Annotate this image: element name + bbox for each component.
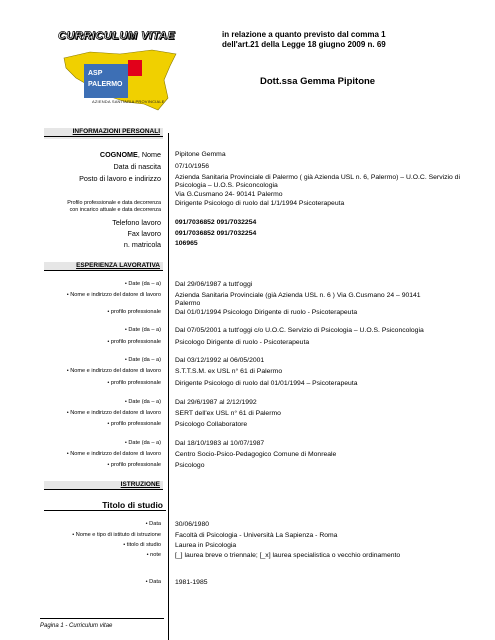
label-cognome-nome xyxy=(0,150,161,159)
value-fax-lavoro: 091/7036852 091/7032254 xyxy=(175,230,257,237)
exp-employer-label: • Nome e indirizzo del datore di lavoro xyxy=(66,451,161,457)
exp-profile-label: • profilo professionale xyxy=(107,421,161,427)
value-matricola: 106965 xyxy=(175,240,198,247)
section-personal-info xyxy=(44,128,163,137)
exp-employer-value-line2: Palermo xyxy=(175,300,201,307)
exp-date-value: Dal 03/12/1992 al 06/05/2001 xyxy=(175,357,265,364)
exp-profile-value: Dirigente Psicologo di ruolo dal 01/01/1994 – Psicoterapeuta xyxy=(175,380,358,387)
asp-subtitle: AZIENDA SANITARIA PROVINCIALE xyxy=(92,99,165,104)
exp-profile-value: Dal 01/01/1994 Psicologo Dirigente di ruolo - Psicoterapeuta xyxy=(175,309,358,316)
asp-logo-line1: ASP xyxy=(88,70,103,77)
exp-date-value: Dal 29/06/1987 a tutt'oggi xyxy=(175,281,253,288)
label-cognome: COGNOME xyxy=(99,150,138,159)
legal-line-1: in relazione a quanto previsto dal comma 1 xyxy=(222,30,386,39)
exp-date-label: • Date (da – a) xyxy=(124,281,161,287)
edu-note-label: • note xyxy=(146,552,161,558)
label-profilo-line2: con incarico attuale e data decorrenza xyxy=(69,207,161,213)
edu-date-label: • Data xyxy=(145,521,161,527)
value-posto-lavoro-indirizzo: Via G.Cusmano 24- 90141 Palermo xyxy=(175,191,283,198)
label-fax-lavoro: Fax lavoro xyxy=(127,229,161,238)
exp-employer-label: • Nome e indirizzo del datore di lavoro xyxy=(66,292,161,298)
label-profilo-line1: Profilo professionale e data decorrenza xyxy=(67,200,161,206)
edu-title-value: Laurea in Psicologia xyxy=(175,542,237,549)
exp-employer-value: Azienda Sanitaria Provinciale (già Azienda USL n. 6 ) Via G.Cusmano 24 – 90141 xyxy=(175,292,421,299)
section-personal-info-title: INFORMAZIONI PERSONALI xyxy=(72,128,160,135)
column-divider xyxy=(168,133,169,640)
label-data-nascita: Data di nascita xyxy=(113,162,161,171)
exp-date-label: • Date (da – a) xyxy=(124,357,161,363)
section-experience xyxy=(44,262,163,271)
exp-date-label: • Date (da – a) xyxy=(124,440,161,446)
exp-employer-value: Centro Socio-Psico-Pedagogico Comune di Monreale xyxy=(175,451,337,458)
label-posto-lavoro: Posto di lavoro e indirizzo xyxy=(79,174,161,183)
exp-profile-label: • profilo professionale xyxy=(107,462,161,468)
edu-date-value: 30/06/1980 xyxy=(175,521,210,528)
exp-profile-value: Psicologo xyxy=(175,462,205,469)
label-profilo-professionale xyxy=(0,200,161,214)
value-data-nascita: 07/10/1956 xyxy=(175,163,210,170)
exp-date-label: • Date (da – a) xyxy=(124,399,161,405)
section-education-title: ISTRUZIONE xyxy=(120,481,160,488)
value-posto-lavoro: Azienda Sanitaria Provinciale di Palermo ( già Azienda USL n. 6, Palermo) – U.O.C. Servizio di Psicologia – U.O.S. Psiconcologia xyxy=(175,174,460,189)
edu-note-value: [_] laurea breve o triennale; [_x] laurea specialistica o vecchio ordinamento xyxy=(175,552,401,559)
label-matricola: n. matricola xyxy=(123,240,161,249)
value-telefono-lavoro: 091/7036852 091/7032254 xyxy=(175,219,257,226)
exp-date-label: • Date (da – a) xyxy=(124,327,161,333)
curriculum-vitae-logo: CURRICULUM VITAE xyxy=(58,30,176,42)
legal-line-2: dell'art.21 della Legge 18 giugno 2009 n. 69 xyxy=(222,40,386,49)
edu-date-label: • Data xyxy=(145,579,161,585)
exp-profile-value: Psicologo Dirigente di ruolo - Psicoterapeuta xyxy=(175,339,310,346)
label-telefono-lavoro: Telefono lavoro xyxy=(112,218,161,227)
document-owner-name: Dott.ssa Gemma Pipitone xyxy=(260,76,376,87)
edu-institute-label: • Nome e tipo di istituto di istruzione xyxy=(72,532,161,538)
section-education xyxy=(44,481,163,490)
exp-date-value: Dal 18/10/1983 al 10/07/1987 xyxy=(175,440,265,447)
value-cognome-nome: Pipitone Gemma xyxy=(175,151,226,158)
asp-logo-line2: PALERMO xyxy=(88,81,123,88)
label-nome: , Nome xyxy=(137,150,161,159)
section-experience-title: ESPERIENZA LAVORATIVA xyxy=(76,262,160,269)
exp-profile-value: Psicologo Collaboratore xyxy=(175,421,248,428)
edu-institute-value: Facoltà di Psicologia - Università La Sapienza - Roma xyxy=(175,532,338,539)
exp-profile-label: • profilo professionale xyxy=(107,380,161,386)
exp-employer-value: S.T.T.S.M. ex USL n° 61 di Palermo xyxy=(175,368,283,375)
edu-date-value: 1981-1985 xyxy=(175,579,208,586)
exp-employer-value: SERT dell'ex USL n° 61 di Palermo xyxy=(175,410,281,417)
exp-date-value: Dal 07/05/2001 a tutt'oggi c/o U.O.C. Servizio di Psicologia – U.O.S. Psiconcologia xyxy=(175,327,424,334)
exp-profile-label: • profilo professionale xyxy=(107,309,161,315)
page-footer: Pagina 1 - Curriculum vitae xyxy=(40,623,113,629)
footer-rule xyxy=(40,618,164,619)
value-profilo-professionale: Dirigente Psicologo di ruolo dal 1/1/1994 Psicoterapeuta xyxy=(175,200,345,207)
exp-date-value: Dal 29/6/1987 al 2/12/1992 xyxy=(175,399,257,406)
education-subtitle: Titolo di studio xyxy=(44,500,166,511)
edu-title-label: • titolo di studio xyxy=(123,542,161,548)
palermo-red-area-icon xyxy=(128,60,142,76)
exp-profile-label: • profilo professionale xyxy=(107,339,161,345)
legal-reference xyxy=(222,30,386,50)
exp-employer-label: • Nome e indirizzo del datore di lavoro xyxy=(66,368,161,374)
asp-palermo-logo xyxy=(84,64,128,98)
exp-employer-label: • Nome e indirizzo del datore di lavoro xyxy=(66,410,161,416)
